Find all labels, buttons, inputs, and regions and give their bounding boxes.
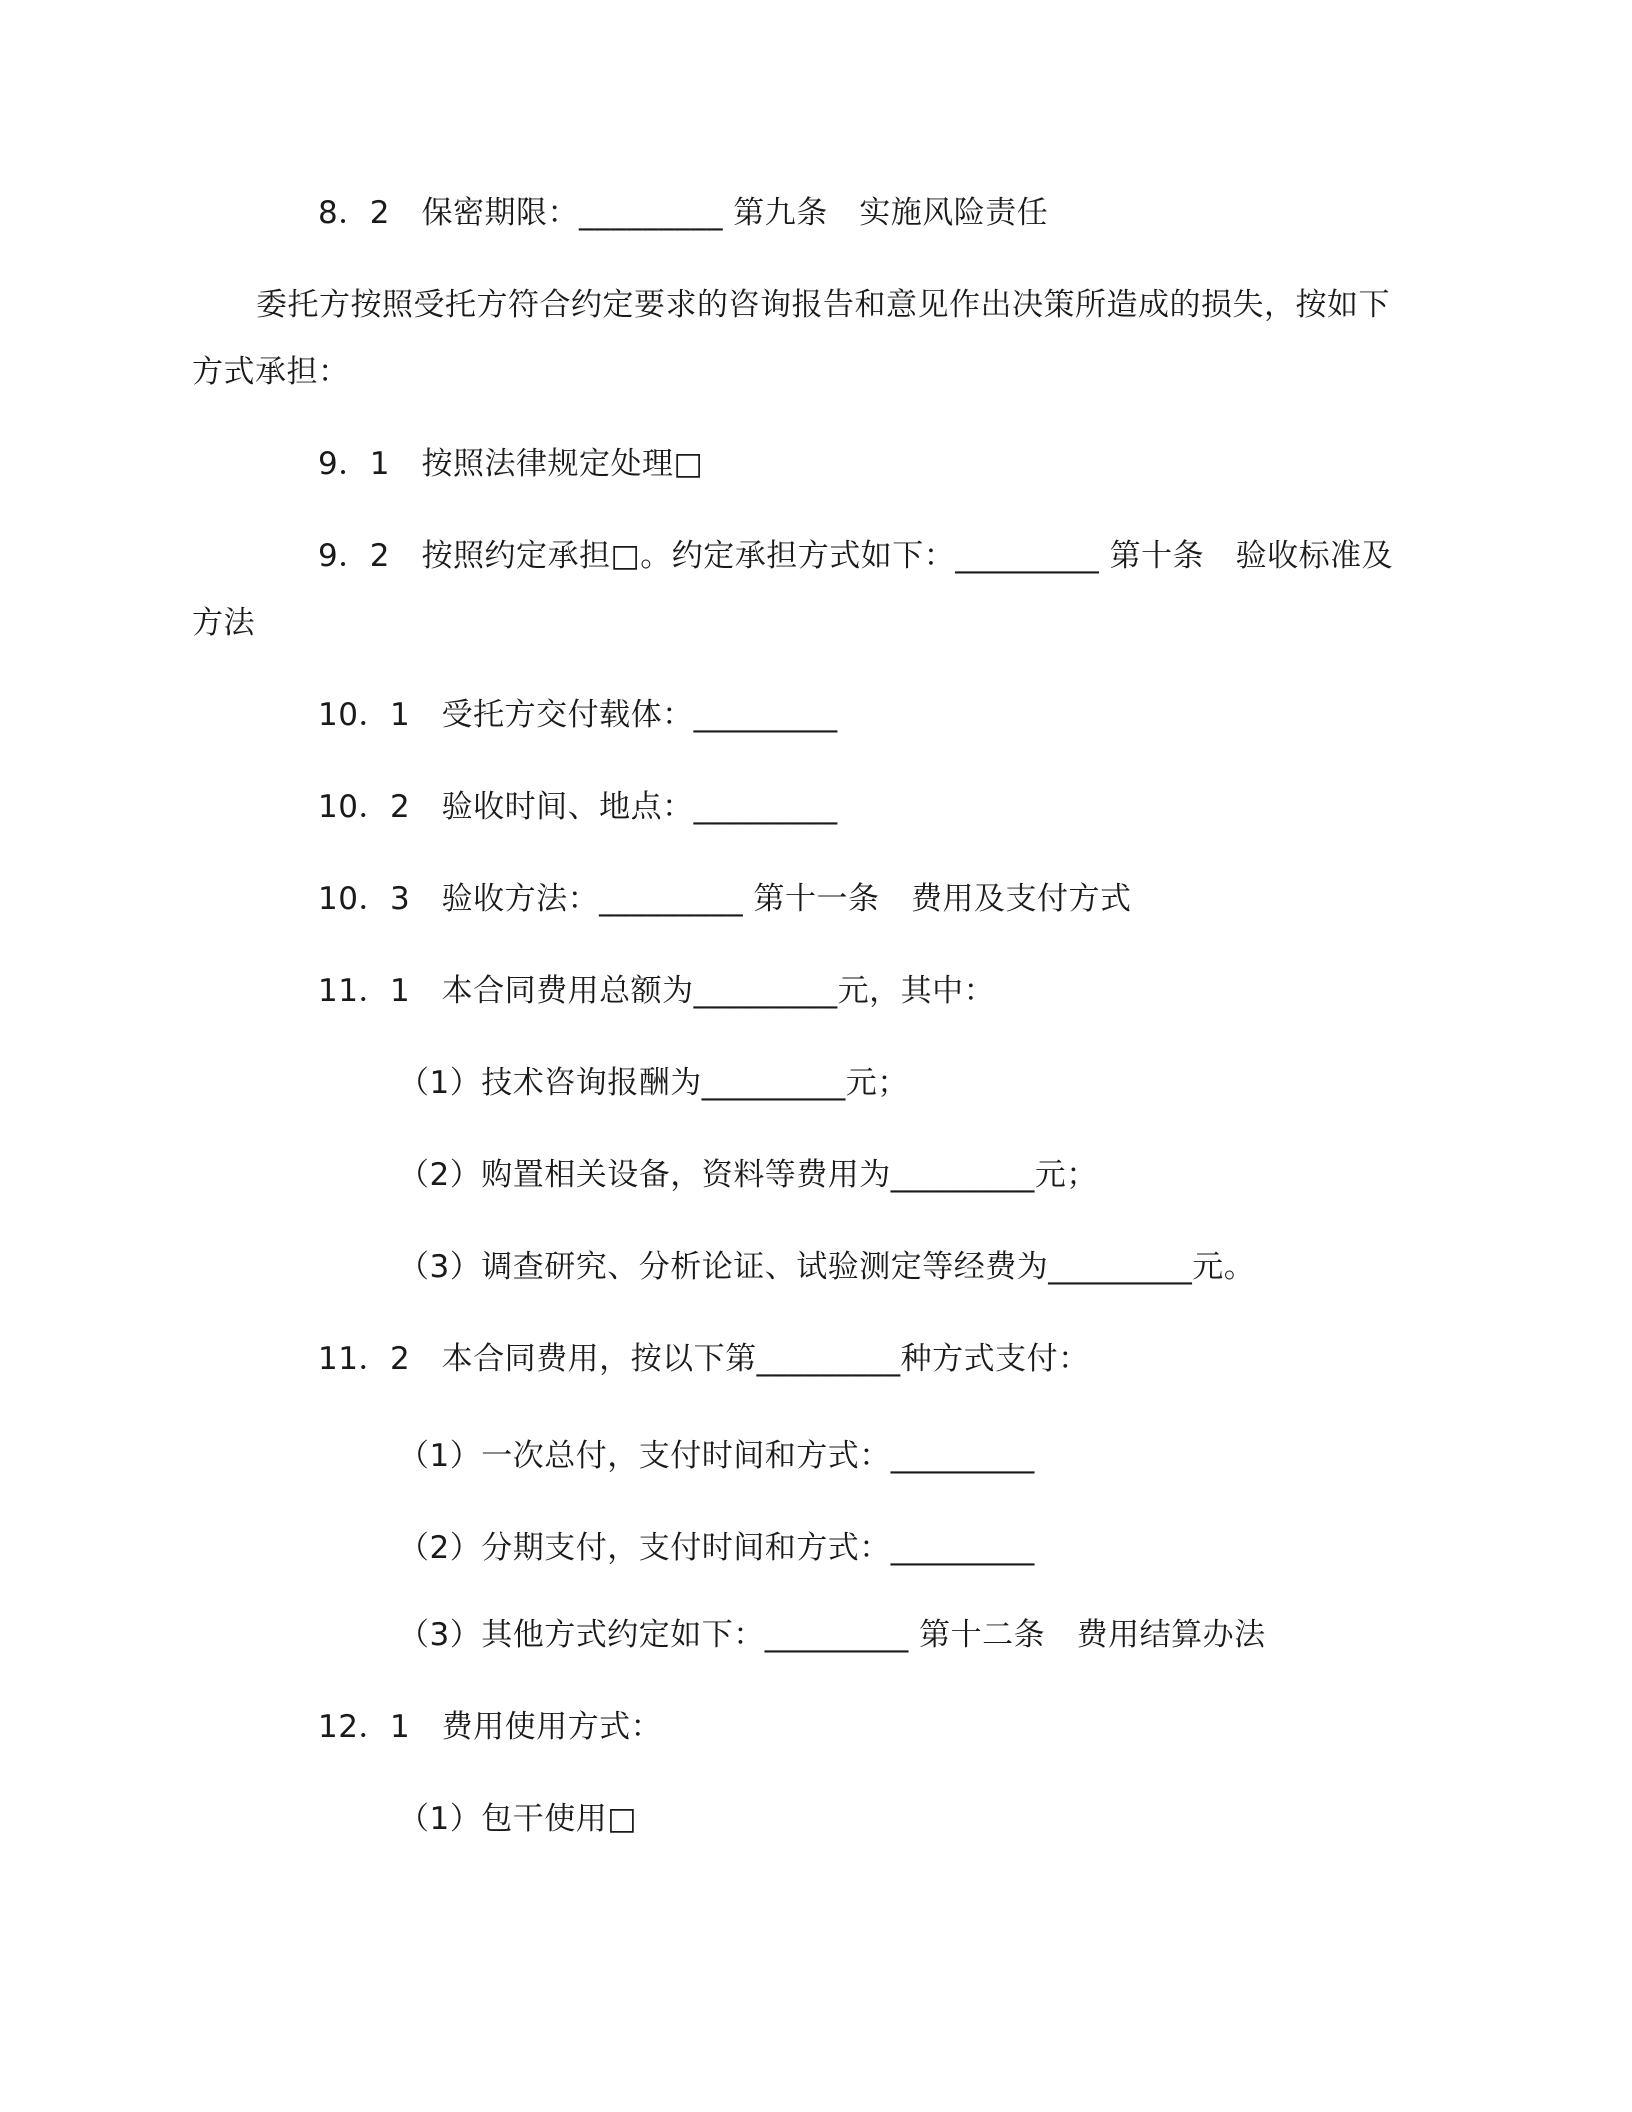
clause-11-1-item-3: （3）调查研究、分析论证、试验测定等经费为_________元。 (398, 1249, 1256, 1285)
clause-11-1: 11．1 本合同费用总额为_________元，其中： (318, 973, 996, 1009)
clause-12-1: 12．1 费用使用方式： (318, 1709, 663, 1745)
clause-10-1: 10．1 受托方交付载体：_________ (318, 697, 838, 733)
clause-11-2-item-1: （1）一次总付，支付时间和方式：_________ (398, 1438, 1035, 1474)
clause-9-2-line2: 方法 (192, 605, 255, 641)
clause-9-intro-line1: 委托方按照受托方符合约定要求的咨询报告和意见作出决策所造成的损失，按如下 (256, 287, 1390, 323)
clause-8-2: 8．2 保密期限：_________ 第九条 实施风险责任 (318, 195, 1049, 231)
clause-9-2-line1: 9．2 按照约定承担□。约定承担方式如下：_________ 第十条 验收标准及 (318, 538, 1394, 574)
clause-9-intro-line2: 方式承担： (192, 354, 350, 390)
clause-10-2: 10．2 验收时间、地点：_________ (318, 789, 838, 825)
clause-11-2: 11．2 本合同费用，按以下第_________种方式支付： (318, 1341, 1090, 1377)
clause-10-3: 10．3 验收方法：_________ 第十一条 费用及支付方式 (318, 881, 1132, 917)
clause-11-1-item-2: （2）购置相关设备，资料等费用为_________元； (398, 1157, 1098, 1193)
clause-11-1-item-1: （1）技术咨询报酬为_________元； (398, 1065, 909, 1101)
clause-11-2-item-3: （3）其他方式约定如下：_________ 第十二条 费用结算办法 (398, 1617, 1266, 1653)
clause-12-1-item-1: （1）包干使用□ (398, 1801, 638, 1837)
clause-11-2-item-2: （2）分期支付，支付时间和方式：_________ (398, 1530, 1035, 1566)
clause-9-1: 9．1 按照法律规定处理□ (318, 446, 704, 482)
